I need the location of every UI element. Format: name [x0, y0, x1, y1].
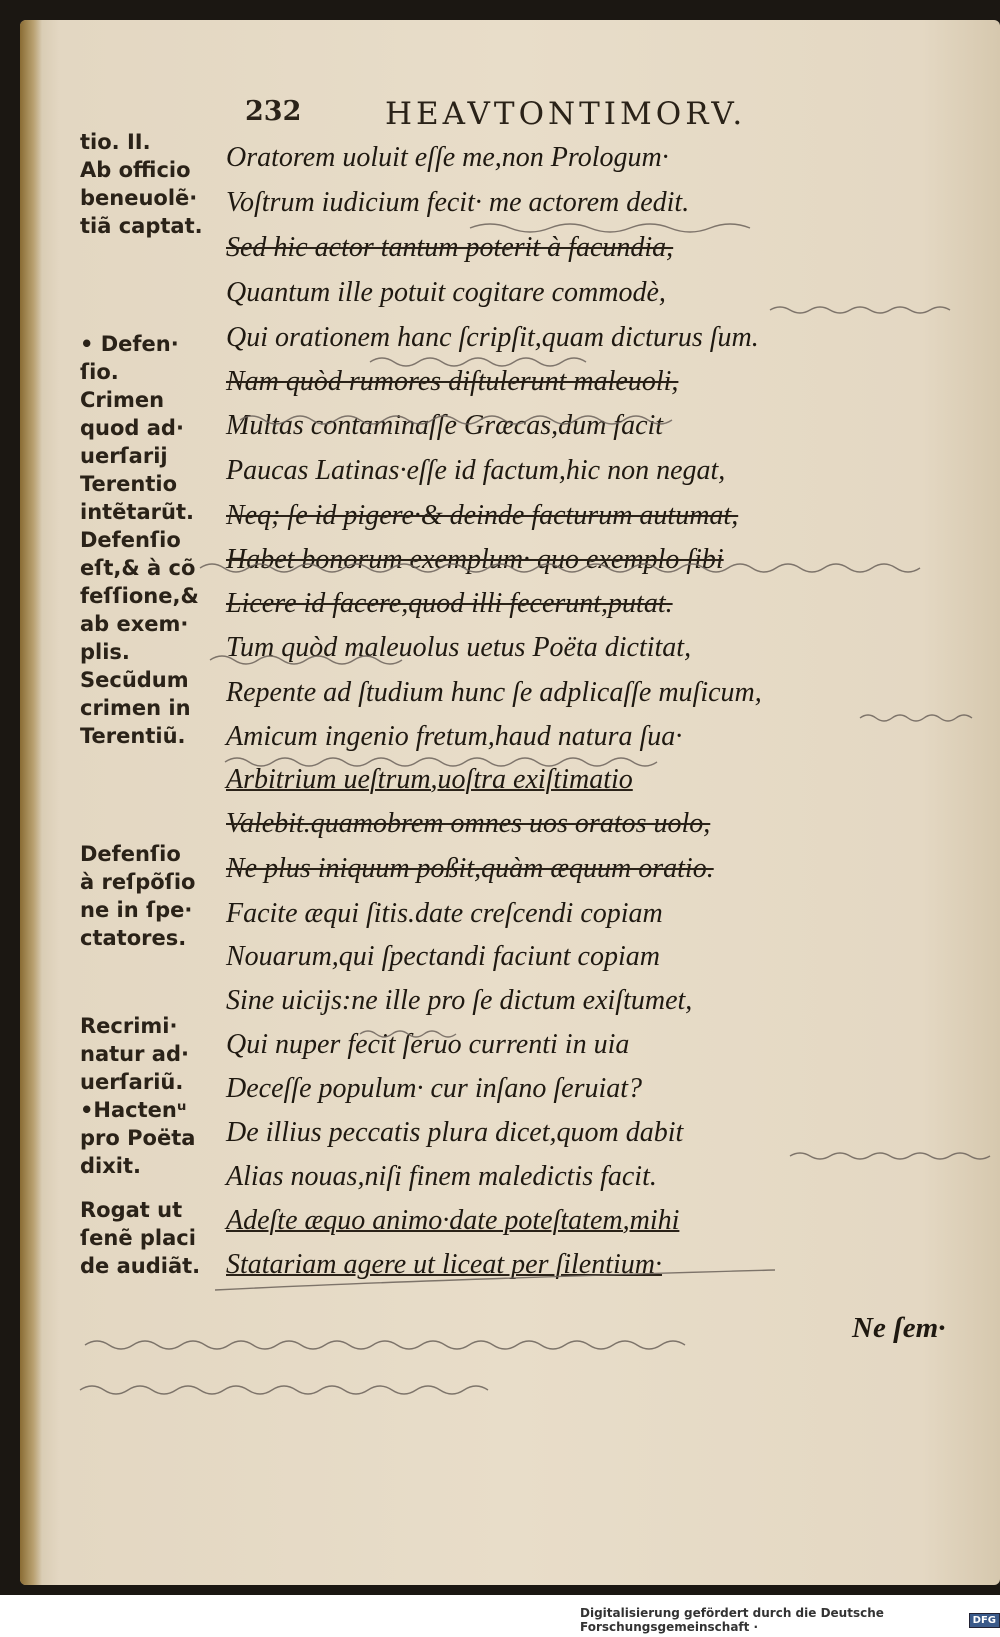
dfg-logo: DFG	[969, 1613, 1000, 1628]
verse-line: Neq; ſe id pigere·& deinde facturum autumat,	[226, 500, 739, 531]
verse-line: Licere id facere,quod illi fecerunt,putat.	[226, 588, 673, 619]
margin-note: Defenſio à reſpõſio ne in ſpe· ctatores.	[80, 842, 196, 950]
margin-note: tio. II. Ab officio beneuolẽ· tiã captat.	[80, 130, 203, 238]
verse-line: Valebit.quamobrem omnes uos oratos uolo,	[226, 808, 711, 839]
verse-line: Sine uicijs:ne ille pro ſe dictum exiſtumet,	[226, 985, 693, 1016]
running-title: HEAVTONTIMORV.	[385, 96, 747, 132]
verse-line: Statariam agere ut liceat per ſilentium·	[226, 1249, 663, 1280]
verse-line: Qui orationem hanc ſcripſit,quam dicturus ſum.	[226, 322, 759, 353]
verse-line: Qui nuper fecit ſeruo currenti in uia	[226, 1029, 630, 1060]
verse-line: Arbitrium ueſtrum,uoſtra exiſtimatio	[226, 764, 633, 795]
verse-line: Multas contaminaſſe Græcas,dum facit	[226, 410, 664, 441]
verse-line: Deceſſe populum· cur inſano ſeruiat?	[226, 1073, 643, 1104]
verse-line: Adeſte æquo animo·date poteſtatem,mihi	[226, 1205, 680, 1236]
credit-text: Digitalisierung gefördert durch die Deutsche Forschungsgemeinschaft ·	[580, 1606, 884, 1634]
verse-line: Habet bonorum exemplum· quo exemplo ſibi	[226, 544, 724, 575]
verse-line: Oratorem uoluit eſſe me,non Prologum·	[226, 142, 669, 173]
verse-line: Alias nouas,niſi finem maledictis facit.	[226, 1161, 657, 1192]
verse-line: Voſtrum iudicium fecit· me actorem dedit.	[226, 187, 690, 218]
digitization-credit	[580, 1606, 1000, 1634]
catchword: Ne ſem·	[852, 1312, 946, 1344]
verse-line: Nam quòd rumores diſtulerunt maleuoli,	[226, 366, 679, 397]
verse-line: Quantum ille potuit cogitare commodè,	[226, 277, 666, 308]
page-number: 232	[245, 96, 302, 127]
verse-line: Paucas Latinas·eſſe id factum,hic non negat,	[226, 455, 726, 486]
margin-note: Recrimi· natur ad· uerſariũ. •Hactenᵘ pro Poëta dixit.	[80, 1014, 196, 1178]
verse-line: Amicum ingenio fretum,haud natura ſua·	[226, 721, 683, 752]
verse-line: Tum quòd maleuolus uetus Poëta dictitat,	[226, 632, 692, 663]
verse-line: Facite æqui ſitis.date creſcendi copiam	[226, 898, 663, 929]
verse-line: Repente ad ſtudium hunc ſe adplicaſſe muſicum,	[226, 677, 762, 708]
verse-line: Ne plus iniquum poßit,quàm æquum oratio.	[226, 853, 714, 884]
margin-note: Rogat ut ſenẽ placi de audiãt.	[80, 1198, 201, 1278]
verse-line: Nouarum,qui ſpectandi faciunt copiam	[226, 941, 660, 972]
verse-line: De illius peccatis plura dicet,quom dabit	[226, 1117, 684, 1148]
verse-line: Sed hic actor tantum poterit à facundia,	[226, 232, 674, 263]
margin-note: • Defen· ſio. Crimen quod ad· uerſarij Terentio intẽtarũt. Defenſio eſt,& à cõ feſſione,& ab exem· plis. Secũdum crimen in Terentiũ.	[80, 332, 199, 748]
